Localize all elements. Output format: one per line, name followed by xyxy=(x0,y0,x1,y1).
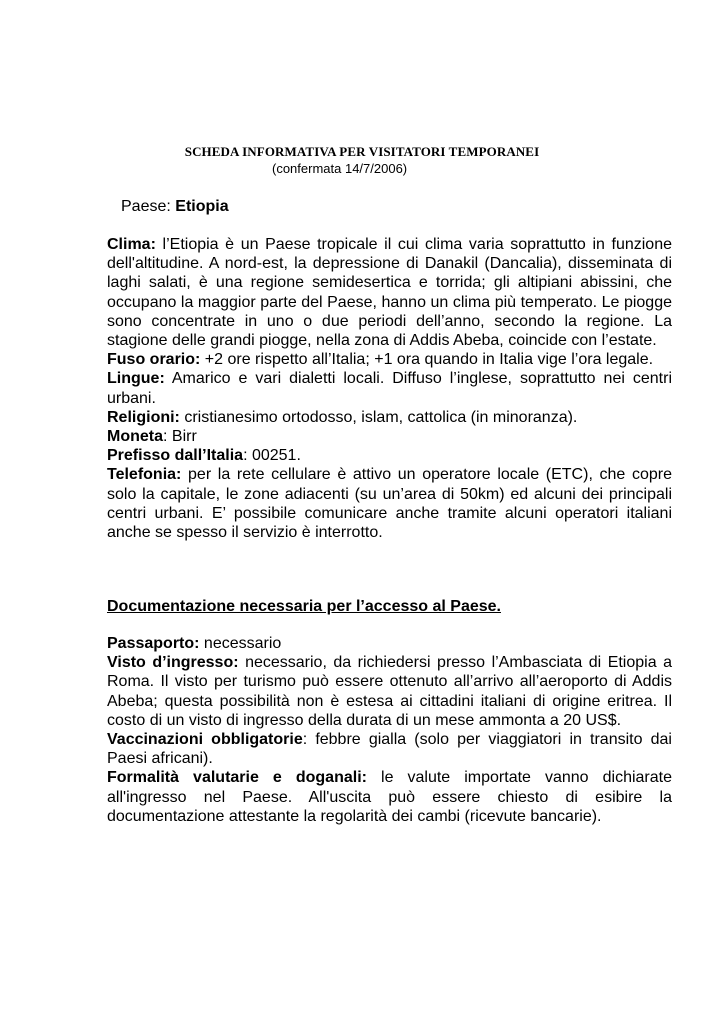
info-label: Moneta xyxy=(107,428,163,446)
info-label: Lingue: xyxy=(107,370,165,388)
docs-text: : febbre gialla (solo per viaggiatori in transito dai Paesi africani). xyxy=(107,731,672,768)
info-text: Amarico e vari dialetti locali. Diffuso l’inglese, soprattutto nei centri urbani. xyxy=(107,370,672,407)
info-fuso-orario xyxy=(107,350,672,369)
docs-label: Passaporto: xyxy=(107,635,200,652)
docs-formalita xyxy=(107,768,672,826)
country-label: Paese: xyxy=(121,198,171,215)
info-text: +2 ore rispetto all’Italia; +1 ora quando in Italia vige l’ora legale. xyxy=(204,351,654,369)
info-telefonia xyxy=(107,465,672,542)
docs-label: Visto d’ingresso: xyxy=(107,654,239,672)
info-text: l’Etiopia è un Paese tropicale il cui clima varia soprattutto in funzione dell'altitudine. A nord-est, la depressione di Danakil (Dancalia), disseminata di laghi salati, è una regione semidesertica e torrida; gli altipiani abissini, che occupano la maggior parte del Paese, hanno un clima più temperato. Le piogge sono concentrate in uno o due periodi dell’anno, secondo la regione. La stagione delle grandi piogge, nella zona di Addis Abeba, coincide con l’estate. xyxy=(107,236,673,350)
info-religioni xyxy=(107,408,672,427)
info-section xyxy=(107,235,672,542)
info-clima xyxy=(107,235,672,350)
info-prefisso xyxy=(107,446,672,465)
docs-section xyxy=(107,634,672,826)
country-line xyxy=(121,197,229,217)
docs-visto xyxy=(107,653,672,730)
info-text: per la rete cellulare è attivo un operatore locale (ETC), che copre solo la capitale, le zone adiacenti (su un’area di 50km) ed alcuni dei principali centri urbani. E’ possibile comunicare anche tramite alcuni operatori italiani anche se spesso il servizio è interrotto. xyxy=(107,466,672,542)
info-label: Telefonia: xyxy=(107,466,182,484)
docs-vaccinazioni xyxy=(107,730,672,768)
info-label: Prefisso dall’Italia xyxy=(107,447,244,465)
docs-label: Formalità valutarie e doganali: xyxy=(107,769,367,787)
document-title: SCHEDA INFORMATIVA PER VISITATORI TEMPORANEI xyxy=(184,144,540,159)
info-label: Fuso orario: xyxy=(107,351,201,369)
info-text: : 00251. xyxy=(243,447,301,465)
info-text: : Birr xyxy=(163,428,197,446)
info-moneta xyxy=(107,427,672,446)
docs-text: necessario xyxy=(203,635,282,652)
info-lingue xyxy=(107,369,672,407)
info-label: Religioni: xyxy=(107,408,180,426)
document-subtitle: (confermata 14/7/2006) xyxy=(272,161,408,176)
country-value: Etiopia xyxy=(175,198,229,215)
info-label: Clima: xyxy=(107,236,156,253)
docs-text: le valute importate vanno dichiarate all'ingresso nel Paese. All'uscita può essere chiesto di esibire la documentazione attestante la regolarità dei cambi (ricevute bancarie). xyxy=(107,769,672,825)
docs-passaporto xyxy=(107,634,672,653)
docs-label: Vaccinazioni obbligatorie xyxy=(107,731,303,749)
info-text: cristianesimo ortodosso, islam, cattolica (in minoranza). xyxy=(184,408,578,426)
docs-section-heading: Documentazione necessaria per l’accesso al Paese. xyxy=(107,598,501,615)
docs-text: necessario, da richiedersi presso l’Ambasciata di Etiopia a Roma. Il visto per turismo può essere ottenuto all’arrivo all’aeroporto di Addis Abeba; questa possibilità non è estesa ai cittadini italiani di origine eritrea. Il costo di un visto di ingresso della durata di un mese ammonta a 20 US$. xyxy=(107,654,673,729)
